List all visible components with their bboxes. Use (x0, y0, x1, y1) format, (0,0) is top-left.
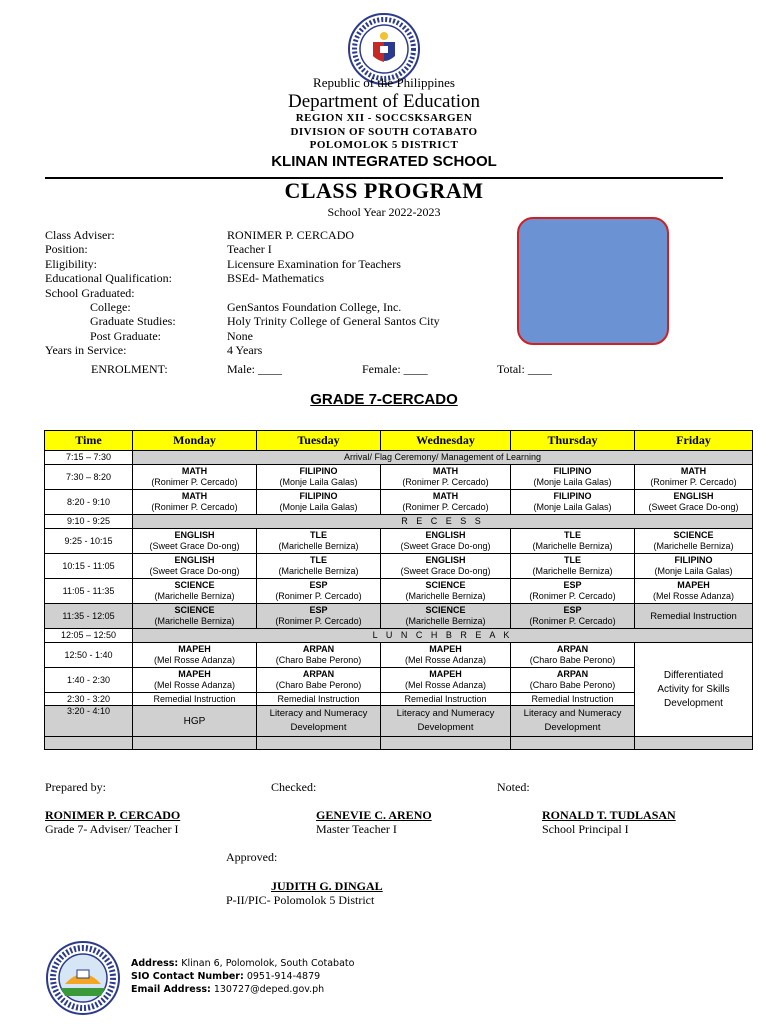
email-label: Email Address: (131, 984, 211, 995)
approved-label: Approved: (226, 850, 278, 864)
subject-cell (133, 643, 257, 668)
subject-cell (635, 579, 753, 604)
info-label: Eligibility: (45, 256, 98, 271)
info-label: College: (90, 299, 131, 314)
subject-name: FILIPINO (553, 491, 592, 501)
subject-name: ARPAN (302, 644, 335, 654)
info-row (45, 228, 505, 242)
adviser-info (45, 228, 505, 358)
contact-label: SIO Contact Number: (131, 971, 244, 982)
column-header: Wednesday (381, 431, 511, 451)
subject-name: ENGLISH (174, 530, 215, 540)
teacher-name: (Ronimer P. Cercado) (151, 477, 238, 487)
teacher-name: (Ronimer P. Cercado) (275, 616, 362, 626)
subject-cell (133, 668, 257, 693)
time-cell: 3:20 - 4:10 (45, 706, 133, 737)
subject-cell (381, 465, 511, 490)
subject-cell (635, 490, 753, 515)
column-header: Time (45, 431, 133, 451)
teacher-name: (Mel Rosse Adanza) (652, 591, 735, 601)
subject-cell (257, 604, 381, 629)
remedial-cell: Remedial Instruction (511, 693, 635, 706)
subject-cell (511, 465, 635, 490)
info-value: BSEd- Mathematics (227, 271, 324, 286)
subject-cell (257, 668, 381, 693)
info-label: Graduate Studies: (90, 314, 176, 329)
teacher-name: (Marichelle Berniza) (278, 541, 359, 551)
subject-cell (257, 490, 381, 515)
subject-name: MAPEH (429, 669, 462, 679)
break-cell: L U N C H B R E A K (133, 629, 753, 643)
subject-cell (635, 465, 753, 490)
subject-cell (381, 643, 511, 668)
teacher-name: (Mel Rosse Adanza) (404, 655, 487, 665)
subject-name: SCIENCE (425, 580, 466, 590)
teacher-name: (Mel Rosse Adanza) (404, 680, 487, 690)
remedial-cell: Remedial Instruction (635, 604, 753, 629)
teacher-name: (Mel Rosse Adanza) (153, 680, 236, 690)
teacher-name: (Sweet Grace Do-ong) (149, 541, 240, 551)
subject-cell (381, 490, 511, 515)
time-cell: 7:30 – 8:20 (45, 465, 133, 490)
empty-cell (635, 737, 753, 750)
republic-line: Republic of the Philippines (313, 75, 455, 90)
subject-cell (381, 668, 511, 693)
table-header-row (45, 431, 753, 451)
prepared-title: Grade 7- Adviser/ Teacher I (45, 822, 179, 836)
empty-cell (511, 737, 635, 750)
subject-name: FILIPINO (299, 491, 338, 501)
subject-name: ARPAN (556, 644, 589, 654)
remedial-cell: Remedial Instruction (381, 693, 511, 706)
literacy-cell: Literacy and Numeracy Development (511, 706, 635, 737)
enrolment-male: Male: ____ (227, 362, 282, 376)
table-row (45, 529, 753, 554)
subject-name: MATH (181, 466, 208, 476)
info-value: GenSantos Foundation College, Inc. (227, 299, 402, 314)
column-header: Tuesday (257, 431, 381, 451)
subject-cell (133, 579, 257, 604)
photo-placeholder (517, 217, 669, 345)
subject-cell (257, 579, 381, 604)
teacher-name: (Sweet Grace Do-ong) (400, 541, 491, 551)
teacher-name: (Mel Rosse Adanza) (153, 655, 236, 665)
table-row (45, 579, 753, 604)
subject-cell (511, 579, 635, 604)
noted-title: School Principal I (542, 822, 629, 836)
teacher-name: (Ronimer P. Cercado) (529, 591, 616, 601)
table-row (45, 451, 753, 465)
subject-name: TLE (564, 555, 581, 565)
hgp-cell: HGP (133, 706, 257, 737)
teacher-name: (Marichelle Berniza) (405, 591, 486, 601)
teacher-name: (Ronimer P. Cercado) (529, 616, 616, 626)
noted-label: Noted: (497, 780, 530, 794)
teacher-name: (Sweet Grace Do-ong) (400, 566, 491, 576)
subject-cell (511, 668, 635, 693)
literacy-cell: Literacy and Numeracy Development (257, 706, 381, 737)
time-cell: 9:10 - 9:25 (45, 515, 133, 529)
info-label: Post Graduate: (90, 328, 161, 343)
table-row (45, 515, 753, 529)
subject-name: SCIENCE (174, 605, 215, 615)
subject-name: MATH (432, 466, 459, 476)
empty-cell (133, 737, 257, 750)
literacy-cell: Literacy and Numeracy Development (381, 706, 511, 737)
subject-cell (635, 529, 753, 554)
department-line: Department of Education (287, 91, 481, 112)
subject-name: ARPAN (556, 669, 589, 679)
subject-name: ENGLISH (673, 491, 714, 501)
class-schedule-table (44, 430, 753, 750)
info-label: Educational Qualification: (45, 271, 172, 286)
region-line: REGION XII - SOCCSKSARGEN (295, 112, 473, 124)
subject-name: MAPEH (178, 669, 211, 679)
district-line: POLOMOLOK 5 DISTRICT (309, 139, 459, 151)
teacher-name: (Monje Laila Galas) (533, 477, 612, 487)
subject-name: ESP (563, 605, 582, 615)
teacher-name: (Ronimer P. Cercado) (151, 502, 238, 512)
time-cell: 2:30 - 3:20 (45, 693, 133, 706)
table-row (45, 465, 753, 490)
table-row (45, 490, 753, 515)
table-row (45, 604, 753, 629)
column-header: Monday (133, 431, 257, 451)
teacher-name: (Marichelle Berniza) (154, 616, 235, 626)
approved-title: P-II/PIC- Polomolok 5 District (226, 893, 375, 907)
subject-name: TLE (310, 530, 327, 540)
subject-name: ESP (309, 605, 328, 615)
info-row (45, 242, 505, 256)
school-seal-logo (45, 940, 121, 1016)
teacher-name: (Marichelle Berniza) (653, 541, 734, 551)
subject-cell (133, 529, 257, 554)
teacher-name: (Marichelle Berniza) (154, 591, 235, 601)
subject-cell (381, 554, 511, 579)
school-year: School Year 2022-2023 (327, 205, 441, 219)
info-row (45, 257, 505, 271)
teacher-name: (Ronimer P. Cercado) (402, 502, 489, 512)
time-cell: 11:05 - 11:35 (45, 579, 133, 604)
subject-name: FILIPINO (299, 466, 338, 476)
break-cell: Arrival/ Flag Ceremony/ Management of Learning (133, 451, 753, 465)
info-value: Licensure Examination for Teachers (227, 256, 401, 271)
table-row (45, 629, 753, 643)
subject-name: SCIENCE (425, 605, 466, 615)
teacher-name: (Marichelle Berniza) (532, 541, 613, 551)
time-cell: 12:50 - 1:40 (45, 643, 133, 668)
time-cell: 10:15 - 11:05 (45, 554, 133, 579)
table-row (45, 554, 753, 579)
subject-cell (133, 465, 257, 490)
time-cell: 8:20 - 9:10 (45, 490, 133, 515)
grade-title: GRADE 7-CERCADO (310, 391, 458, 408)
subject-name: FILIPINO (553, 466, 592, 476)
checked-name: GENEVIE C. ARENO (316, 808, 432, 822)
teacher-name: (Monje Laila Galas) (654, 566, 733, 576)
teacher-name: (Ronimer P. Cercado) (402, 477, 489, 487)
subject-name: MATH (432, 491, 459, 501)
subject-cell (133, 490, 257, 515)
friday-activity-cell: Differentiated Activity for Skills Development (635, 643, 753, 737)
teacher-name: (Ronimer P. Cercado) (650, 477, 737, 487)
subject-cell (381, 579, 511, 604)
subject-cell (511, 554, 635, 579)
subject-name: MAPEH (677, 580, 710, 590)
info-row (45, 271, 505, 285)
subject-cell (511, 529, 635, 554)
page-title: CLASS PROGRAM (284, 178, 484, 203)
time-cell: 7:15 – 7:30 (45, 451, 133, 465)
checked-title: Master Teacher I (316, 822, 397, 836)
email-value: 130727@deped.gov.ph (213, 984, 325, 995)
subject-name: ESP (563, 580, 582, 590)
prepared-name: RONIMER P. CERCADO (45, 808, 181, 822)
subject-cell (511, 643, 635, 668)
subject-name: TLE (564, 530, 581, 540)
subject-cell (133, 554, 257, 579)
noted-name: RONALD T. TUDLASAN (542, 808, 676, 822)
column-header: Thursday (511, 431, 635, 451)
subject-cell (257, 529, 381, 554)
break-cell: R E C E S S (133, 515, 753, 529)
approved-name: JUDITH G. DINGAL (271, 879, 383, 893)
teacher-name: (Marichelle Berniza) (405, 616, 486, 626)
remedial-cell: Remedial Instruction (257, 693, 381, 706)
teacher-name: (Marichelle Berniza) (278, 566, 359, 576)
info-value: 4 Years (227, 343, 263, 358)
teacher-name: (Monje Laila Galas) (279, 477, 358, 487)
enrolment-total: Total: ____ (497, 362, 552, 376)
school-name: KLINAN INTEGRATED SCHOOL (271, 153, 497, 170)
school-contact-footer (131, 957, 354, 996)
info-label: School Graduated: (45, 285, 135, 300)
info-row (45, 286, 505, 300)
subject-name: SCIENCE (174, 580, 215, 590)
remedial-cell: Remedial Instruction (133, 693, 257, 706)
teacher-name: (Charo Babe Perono) (529, 655, 616, 665)
info-row (45, 329, 505, 343)
time-cell: 11:35 - 12:05 (45, 604, 133, 629)
info-value: Teacher I (227, 242, 272, 257)
table-row (45, 737, 753, 750)
info-row (45, 300, 505, 314)
teacher-name: (Charo Babe Perono) (275, 680, 362, 690)
empty-cell (381, 737, 511, 750)
teacher-name: (Marichelle Berniza) (532, 566, 613, 576)
info-value: None (227, 328, 253, 343)
subject-cell (511, 604, 635, 629)
table-row (45, 643, 753, 668)
teacher-name: (Sweet Grace Do-ong) (149, 566, 240, 576)
subject-cell (257, 554, 381, 579)
teacher-name: (Monje Laila Galas) (279, 502, 358, 512)
teacher-name: (Charo Babe Perono) (275, 655, 362, 665)
subject-name: TLE (310, 555, 327, 565)
checked-label: Checked: (271, 780, 317, 794)
subject-name: MAPEH (429, 644, 462, 654)
teacher-name: (Sweet Grace Do-ong) (648, 502, 739, 512)
column-header: Friday (635, 431, 753, 451)
subject-cell (257, 465, 381, 490)
division-line: DIVISION OF SOUTH COTABATO (290, 126, 478, 138)
prepared-label: Prepared by: (45, 780, 106, 794)
subject-name: FILIPINO (674, 555, 713, 565)
info-label: Position: (45, 242, 88, 257)
empty-cell (257, 737, 381, 750)
info-label: Class Adviser: (45, 228, 115, 242)
teacher-name: (Ronimer P. Cercado) (275, 591, 362, 601)
subject-cell (133, 604, 257, 629)
subject-name: SCIENCE (673, 530, 714, 540)
info-value: Holy Trinity College of General Santos City (227, 314, 440, 329)
info-row (45, 343, 505, 357)
subject-name: MAPEH (178, 644, 211, 654)
address-label: Address: (131, 958, 179, 969)
address-value: Klinan 6, Polomolok, South Cotabato (181, 958, 355, 969)
subject-name: ARPAN (302, 669, 335, 679)
subject-name: ENGLISH (174, 555, 215, 565)
subject-cell (511, 490, 635, 515)
empty-cell (45, 737, 133, 750)
contact-value: 0951-914-4879 (246, 971, 321, 982)
time-cell: 9:25 - 10:15 (45, 529, 133, 554)
subject-name: ENGLISH (425, 555, 466, 565)
teacher-name: (Charo Babe Perono) (529, 680, 616, 690)
info-row (45, 314, 505, 328)
time-cell: 12:05 – 12:50 (45, 629, 133, 643)
enrolment-label: ENROLMENT: (91, 362, 168, 376)
enrolment-female: Female: ____ (362, 362, 428, 376)
subject-name: ENGLISH (425, 530, 466, 540)
info-label: Years in Service: (45, 343, 127, 358)
subject-name: MATH (680, 466, 707, 476)
subject-cell (257, 643, 381, 668)
teacher-name: (Monje Laila Galas) (533, 502, 612, 512)
subject-cell (381, 604, 511, 629)
subject-name: ESP (309, 580, 328, 590)
subject-name: MATH (181, 491, 208, 501)
subject-cell (381, 529, 511, 554)
subject-cell (635, 554, 753, 579)
info-value: RONIMER P. CERCADO (227, 228, 355, 242)
time-cell: 1:40 - 2:30 (45, 668, 133, 693)
